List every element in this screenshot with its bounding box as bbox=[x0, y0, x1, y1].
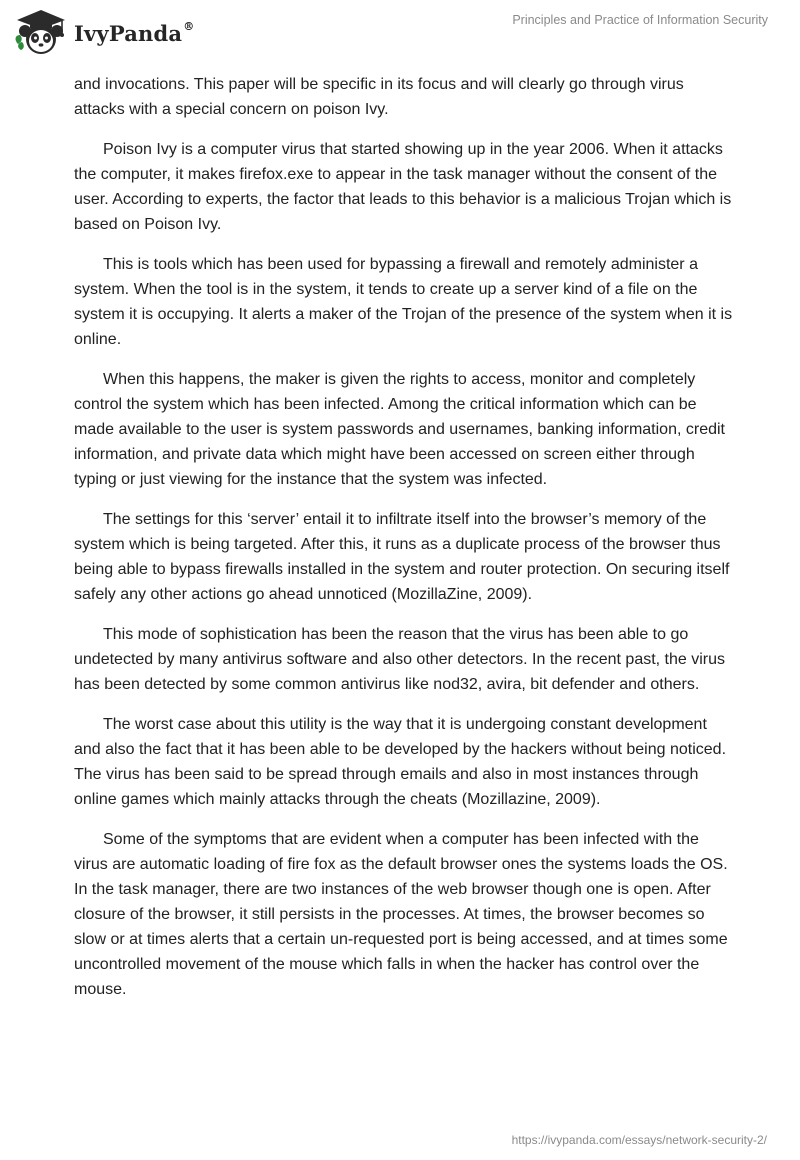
page-header bbox=[0, 0, 800, 70]
paragraph: When this happens, the maker is given the rights to access, monitor and completely control the system which has been infected. Among the critical information which can be made available to the user is system passwords and usernames, banking information, credit information, and private data which might have been accessed on screen either through typing or just viewing for the instance that the system was infected. bbox=[74, 371, 725, 488]
essay-body bbox=[74, 72, 734, 1017]
ivypanda-logo[interactable] bbox=[12, 8, 194, 56]
paragraph: and invocations. This paper will be specific in its focus and will clearly go through virus attacks with a special concern on poison Ivy. bbox=[74, 76, 684, 118]
paragraph: This is tools which has been used for bypassing a firewall and remotely administer a system. When the tool is in the system, it tends to create up a server kind of a file on the system it is occupying. It alerts a maker of the Trojan of the presence of the system when it is online. bbox=[74, 256, 733, 348]
paragraph: This mode of sophistication has been the reason that the virus has been able to go undetected by many antivirus software and also other detectors. In the recent past, the virus has been detected by some common antivirus like nod32, avira, bit defender and others. bbox=[74, 626, 726, 693]
paragraph: Poison Ivy is a computer virus that started showing up in the year 2006. When it attacks the computer, it makes firefox.exe to appear in the task manager without the consent of the user. According to experts, the factor that leads to this behavior is a malicious Trojan which is based on Poison Ivy. bbox=[74, 141, 732, 233]
brand-name: IvyPanda® bbox=[74, 19, 195, 46]
paragraph: Some of the symptoms that are evident when a computer has been infected with the virus are automatic loading of fire fox as the default browser ones the systems loads the OS. In the task manager, there are two instances of the web browser though one is open. After closure of the browser, it still persists in the processes. At times, the browser becomes so slow or at times alerts that a certain un-requested port is being accessed, and at times some uncontrolled movement of the mouse which falls in when the hacker has control over the mouse. bbox=[74, 831, 728, 998]
panda-graduate-icon bbox=[12, 8, 70, 56]
document-title: Principles and Practice of Information Security bbox=[512, 13, 768, 27]
paragraph: The settings for this ‘server’ entail it to infiltrate itself into the browser’s memory of the system which is being targeted. After this, it runs as a duplicate process of the browser thus being able to bypass firewalls installed in the system and router protection. On securing itself safely any other actions go ahead unnoticed (MozillaZine, 2009). bbox=[74, 511, 730, 603]
source-url-link[interactable]: https://ivypanda.com/essays/network-security-2/ bbox=[511, 1133, 767, 1147]
paragraph: The worst case about this utility is the way that it is undergoing constant development and also the fact that it has been able to be developed by the hackers without being noticed. The virus has been said to be spread through emails and also in most instances through online games which mainly attacks through the cheats (Mozillazine, 2009). bbox=[74, 716, 727, 808]
